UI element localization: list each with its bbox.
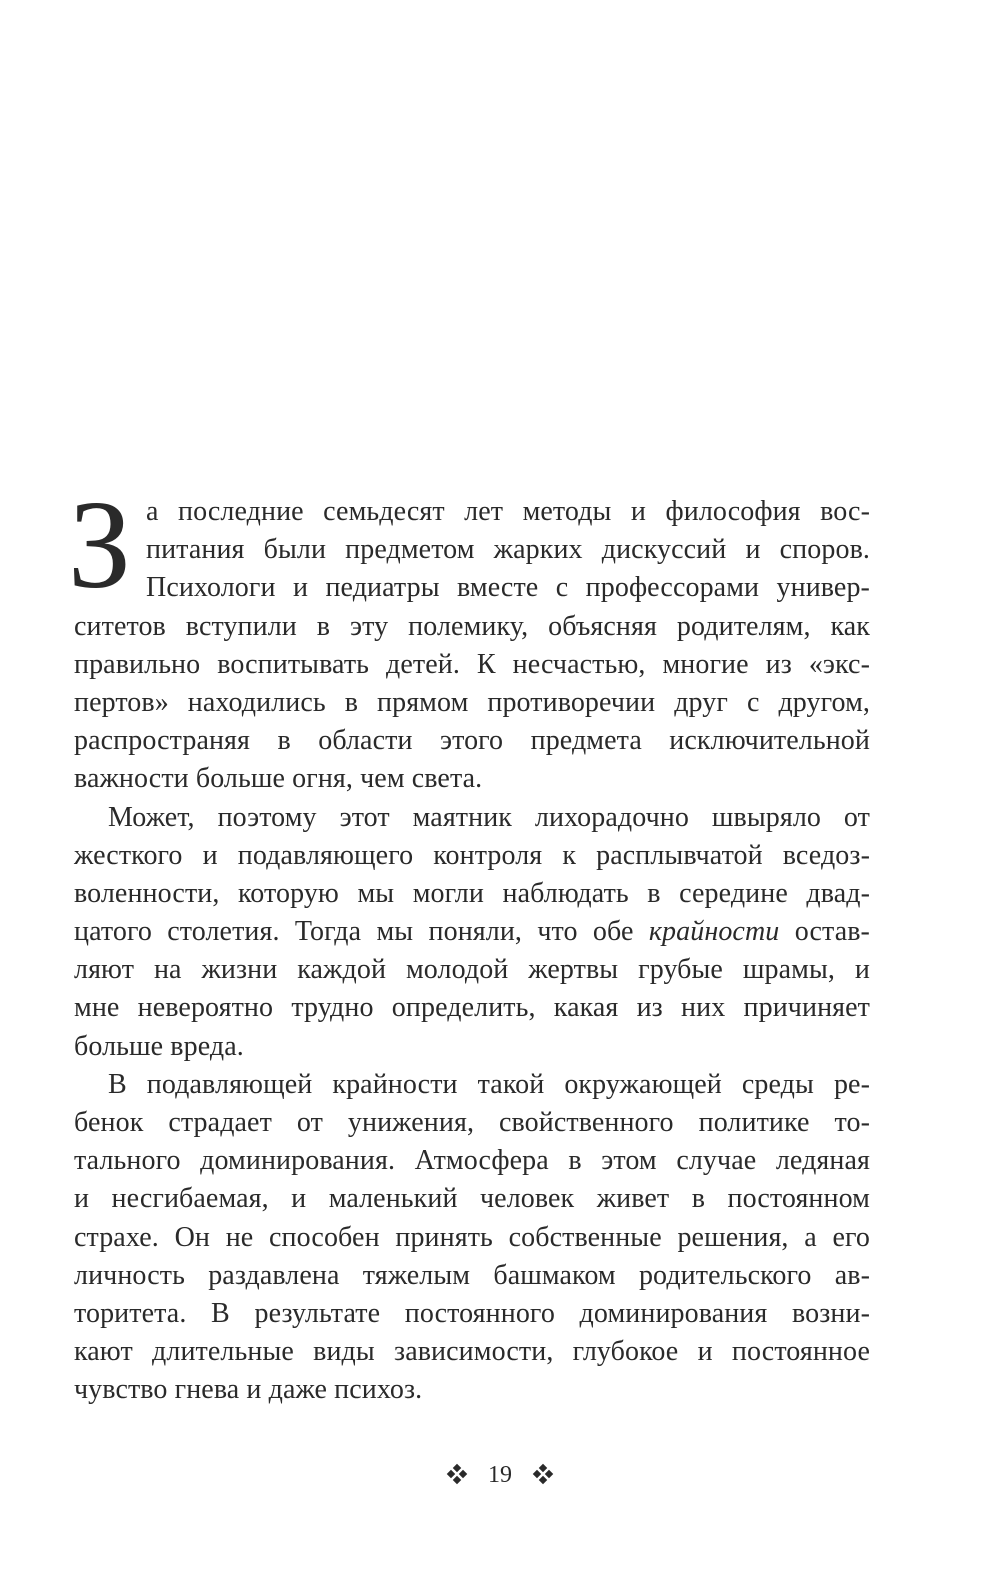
page-footer [0, 1458, 1000, 1492]
text-line: личность раздавлена тяжелым башмаком родительского ав- [74, 1259, 870, 1291]
text-line: мне невероятно трудно определить, какая из них причиняет [74, 992, 870, 1024]
text-line: бенок страдает от унижения, свойственного политике то- [74, 1107, 870, 1138]
drop-cap: З [68, 476, 132, 615]
text-line: пертов» находились в прямом противоречии друг с другом, [74, 686, 870, 718]
fleuron-icon [448, 1465, 466, 1483]
text-line: воленности, которую мы могли наблюдать в середине двад- [74, 877, 870, 909]
fleuron-icon [534, 1465, 552, 1483]
text-line: и несгибаемая, и маленький человек живет в постоянном [74, 1183, 870, 1215]
text-line: торитета. В результате постоянного доминирования возни- [74, 1297, 870, 1329]
text-line: ситетов вступили в эту полемику, объясняя родителям, как [74, 610, 870, 642]
text-line: кают длительные виды зависимости, глубокое и постоянное [74, 1336, 870, 1368]
text-line: чувство гнева и даже психоз. [74, 1374, 423, 1406]
text-line: В подавляющей крайности такой окружающей среды ре- [108, 1068, 870, 1100]
text-line: важности больше огня, чем света. [74, 763, 483, 795]
text-line: Психологи и педиатры вместе с профессорами универ- [146, 572, 870, 604]
text-segment: цатого столетия. Тогда мы поняли, что обе [74, 916, 649, 948]
text-segment: остав- [779, 916, 870, 948]
text-line: ляют на жизни каждой молодой жертвы грубые шрамы, и [74, 954, 870, 986]
text-line: тального доминирования. Атмосфера в этом случае ледяная [74, 1145, 870, 1177]
body-text [68, 476, 870, 1410]
text-line: питания были предметом жарких дискуссий и споров. [146, 534, 870, 566]
text-line: Может, поэтому этот маятник лихорадочно швыряло от [108, 801, 870, 833]
text-line: жесткого и подавляющего контроля к расплывчатой вседоз- [74, 839, 870, 871]
text-line: страхе. Он не способен принять собственные решения, а его [74, 1221, 870, 1253]
text-line: правильно воспитывать детей. К несчастью, многие из «экс- [74, 648, 870, 680]
text-line: распространяя в области этого предмета исключительной [74, 725, 870, 757]
text-line-with-italic [74, 913, 870, 951]
italic-word: крайности [648, 916, 780, 948]
paragraph-2 [74, 799, 870, 1066]
text-line: а последние семьдесят лет методы и философия вос- [146, 496, 870, 527]
paragraph-3 [74, 1066, 870, 1410]
text-line: больше вреда. [74, 1030, 244, 1062]
page-number: 19 [488, 1462, 512, 1488]
paragraph-1 [74, 493, 870, 799]
